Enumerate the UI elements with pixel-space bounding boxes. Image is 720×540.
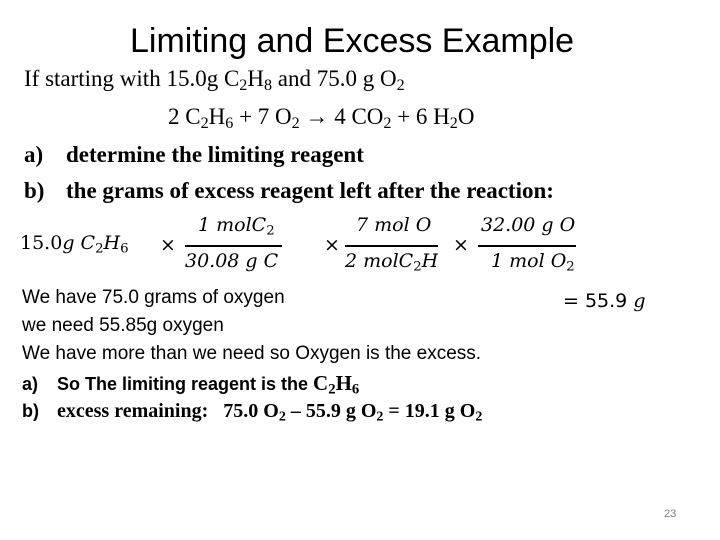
- fraction-1-num-text: 1 molC: [198, 214, 267, 236]
- calc-start-sub-2: 6: [120, 241, 129, 257]
- answer-a-marker: a): [22, 374, 39, 394]
- question-b-text: the grams of excess reagent left after the reaction:: [66, 178, 554, 203]
- answer-b-end: = 19.1 g O: [383, 400, 476, 422]
- calc-start-sub-1: 2: [95, 241, 104, 257]
- answer-a-chem: [313, 371, 360, 398]
- intro-h: H: [247, 66, 264, 91]
- answer-a-chem-sub-1: 2: [328, 381, 336, 398]
- fraction-2-bar: [345, 245, 438, 247]
- answer-b-mid: – 55.9 g O: [285, 400, 377, 422]
- question-a-marker: a): [24, 142, 44, 167]
- answer-b-expression: [57, 400, 483, 425]
- answer-b-text: excess remaining: 75.0 O: [57, 400, 279, 422]
- note-line-3: We have more than we need so Oxygen is the excess.: [22, 343, 482, 364]
- intro-sub-3: 2: [396, 77, 405, 95]
- fraction-1-numerator: [198, 214, 282, 242]
- fraction-1-num-sub: 2: [266, 223, 275, 239]
- answer-b-marker: b): [22, 401, 39, 421]
- answer-b-sub-3: 2: [475, 409, 483, 425]
- calc-start-unit: g C: [62, 232, 96, 254]
- calc-start-value: 15.0: [20, 232, 63, 254]
- eq-s2: 6: [225, 115, 234, 133]
- fraction-3-denominator: [491, 250, 576, 278]
- eq-t3: + 7 O: [233, 104, 292, 129]
- balanced-equation: [168, 104, 475, 133]
- fraction-2-num-text: 7 mol O: [356, 214, 432, 236]
- answer-b: [22, 400, 482, 423]
- calc-start-h: H: [103, 232, 121, 254]
- fraction-1-den-text: 30.08 g C: [185, 250, 279, 272]
- fraction-1-bar: [185, 245, 282, 247]
- answer-a-chem-h: H: [335, 371, 352, 395]
- fraction-2-den-sub: 2: [413, 259, 422, 275]
- note-line-1: We have 75.0 grams of oxygen: [22, 287, 285, 308]
- eq-s4: 2: [383, 115, 392, 133]
- fraction-3-num-text: 32.00 g O: [481, 214, 576, 236]
- eq-s5: 2: [449, 115, 458, 133]
- calc-result-unit: g: [633, 290, 646, 312]
- fraction-3-den-sub: 2: [566, 259, 575, 275]
- question-b: [24, 178, 554, 204]
- fraction-3-numerator: [481, 214, 576, 242]
- answer-a: [22, 371, 359, 396]
- times-sign-1: ×: [160, 234, 176, 256]
- question-a-text: determine the limiting reagent: [66, 142, 364, 167]
- answer-b-sub-1: 2: [278, 409, 286, 425]
- calc-result-value: = 55.9: [563, 290, 634, 312]
- fraction-1-denominator: [185, 250, 282, 278]
- intro-sub-2: 8: [263, 77, 273, 95]
- intro-sub-1: 2: [239, 77, 248, 95]
- calc-result: [563, 290, 645, 312]
- eq-s1: 2: [200, 115, 209, 133]
- fraction-2-numerator: [356, 214, 438, 242]
- answer-a-text: So The limiting reagent is the: [57, 374, 314, 394]
- page-number: 23: [664, 508, 677, 520]
- answer-a-chem-c: C: [313, 371, 329, 395]
- intro-prefix: If starting with 15.0g C: [24, 66, 240, 91]
- eq-t6: O: [457, 104, 475, 129]
- intro-line: [24, 66, 405, 95]
- fraction-2-denominator: [345, 250, 438, 278]
- slide-title: Limiting and Excess Example: [130, 22, 575, 60]
- calc-start: [20, 232, 129, 257]
- eq-t4: → 4 CO: [299, 104, 384, 129]
- fraction-3-bar: [478, 245, 576, 247]
- answer-b-sub-2: 2: [376, 409, 384, 425]
- fraction-2-den-tail: H: [421, 250, 438, 272]
- question-b-marker: b): [24, 178, 45, 203]
- answer-a-chem-sub-2: 6: [351, 381, 360, 398]
- eq-t5: + 6 H: [391, 104, 450, 129]
- note-line-2: we need 55.85g oxygen: [22, 315, 224, 336]
- question-a: [24, 142, 364, 168]
- eq-t1: 2 C: [168, 104, 201, 129]
- eq-s3: 2: [291, 115, 300, 133]
- eq-t2: H: [208, 104, 226, 129]
- fraction-3-den-text: 1 mol O: [491, 250, 567, 272]
- times-sign-2: ×: [324, 234, 340, 256]
- intro-mid: and 75.0 g O: [272, 66, 397, 91]
- fraction-2-den-text: 2 molC: [345, 250, 414, 272]
- times-sign-3: ×: [453, 234, 469, 256]
